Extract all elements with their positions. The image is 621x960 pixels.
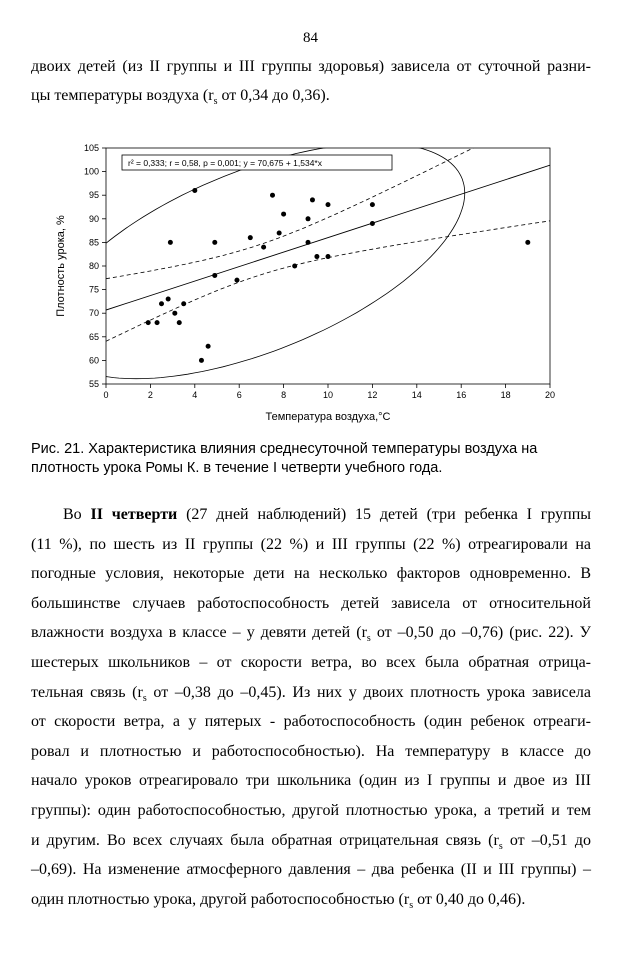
text-line: шестерых школьников – от скорости ветра, во всех была обратная отрица- (31, 653, 591, 671)
data-point (306, 216, 311, 221)
y-tick-label: 60 (88, 355, 99, 366)
data-point (326, 254, 331, 259)
data-point (234, 278, 239, 283)
data-point (326, 202, 331, 207)
data-point (525, 240, 530, 245)
data-point (192, 188, 197, 193)
text-line: Во II четверти (27 дней наблюдений) 15 детей (три ребенка I группы (63, 506, 592, 523)
data-point (199, 358, 204, 363)
y-tick-label: 100 (83, 166, 99, 177)
x-tick-label: 10 (322, 390, 334, 400)
annotation-text: r² = 0,333; r = 0,58, p = 0,001; y = 70,675 + 1,534*x (128, 158, 322, 168)
data-point (212, 273, 217, 278)
text-line: цы температуры воздуха ($r_s$ от 0,34 до 0,36). (31, 87, 330, 108)
x-tick-label: 20 (544, 390, 556, 400)
data-point (248, 235, 253, 240)
caption-line: плотность урока Ромы К. в течение I четверти учебного года. (31, 460, 443, 476)
text-line: большинстве случаев работоспособность детей зависела от относительной (31, 594, 591, 612)
data-point (306, 240, 311, 245)
chart-svg (50, 140, 570, 430)
data-point (370, 221, 375, 226)
data-point (206, 344, 211, 349)
confidence-band-lower (106, 221, 550, 341)
y-tick-label: 65 (88, 331, 99, 342)
data-point (370, 202, 375, 207)
scatter-chart (50, 140, 570, 430)
text-line: ровал и плотностью и работоспособностью). На температуру в классе до (31, 742, 591, 760)
page-number: 84 (303, 30, 318, 46)
caption-line: Рис. 21. Характеристика влияния среднесуточной температуры воздуха на (31, 441, 538, 457)
x-axis-label: Температура воздуха,°С (265, 411, 391, 423)
text-line: двоих детей (из II группы и III группы здоровья) зависела от суточной разни- (31, 58, 591, 75)
text-line: и другим. Во всех случаях была обратная отрицательная связь ($r_s$ от –0,51 до (31, 831, 591, 852)
data-point (261, 245, 266, 250)
text-line: (11 %), по шесть из II группы (22 %) и III группы (22 %) отреагировали на (31, 535, 591, 553)
y-tick-label: 70 (88, 308, 99, 319)
text-line: погодные условия, некоторые дети на несколько факторов одновременно. В (31, 565, 591, 583)
y-tick-label: 85 (88, 237, 99, 248)
data-point (172, 311, 177, 316)
y-tick-label: 80 (88, 261, 99, 271)
data-point (146, 320, 151, 325)
text-line: тельная связь ($r_s$ от –0,38 до –0,45). Из них у двоих плотность урока зависела (31, 683, 591, 704)
data-point (166, 297, 171, 302)
data-point (314, 254, 319, 259)
y-axis-label: Плотность урока, % (55, 215, 67, 317)
text-line: от скорости ветра, а у пятерых - работоспособность (один ребенок отреаги- (31, 713, 591, 731)
x-tick-label: 12 (367, 390, 378, 400)
text-line: один плотностью урока, другой работоспособностью ($r_s$ от 0,40 до 0,46). (31, 890, 526, 911)
figure-caption (31, 440, 591, 478)
regression-line (106, 165, 550, 310)
y-tick-label: 90 (88, 213, 99, 224)
y-tick-label: 95 (88, 190, 99, 201)
x-tick-label: 8 (281, 390, 287, 400)
plot-frame (106, 148, 550, 384)
x-tick-label: 14 (411, 390, 422, 400)
x-tick-label: 6 (236, 390, 242, 400)
intro-paragraph (31, 52, 591, 110)
x-tick-label: 2 (147, 390, 153, 400)
text-line: влажности воздуха в классе – у девяти детей ($r_s$ от –0,50 до –0,76) (рис. 22). У (31, 624, 591, 645)
data-point (292, 264, 297, 269)
data-point (159, 301, 164, 306)
text-line: –0,69). На изменение атмосферного давления – два ребенка (II и III группы) – (31, 861, 591, 879)
text-line: группы): один работоспособностью, другой плотностью урока, а третий и тем (31, 801, 591, 819)
data-point (155, 320, 160, 325)
data-point (270, 193, 275, 198)
data-point (212, 240, 217, 245)
data-point (177, 320, 182, 325)
x-tick-label: 0 (103, 390, 109, 400)
y-tick-label: 105 (83, 143, 99, 153)
x-tick-label: 4 (192, 390, 198, 400)
data-point (281, 212, 286, 217)
data-point (168, 240, 173, 245)
data-point (277, 230, 282, 235)
body-paragraph (31, 500, 591, 914)
y-tick-label: 55 (88, 379, 99, 389)
text-line: начало уроков отреагировало три школьника (один из I группы и двое из III (31, 772, 591, 790)
x-tick-label: 18 (500, 390, 511, 400)
y-tick-label: 75 (88, 284, 99, 295)
data-point (310, 197, 315, 202)
x-tick-label: 16 (456, 390, 467, 400)
data-point (181, 301, 186, 306)
